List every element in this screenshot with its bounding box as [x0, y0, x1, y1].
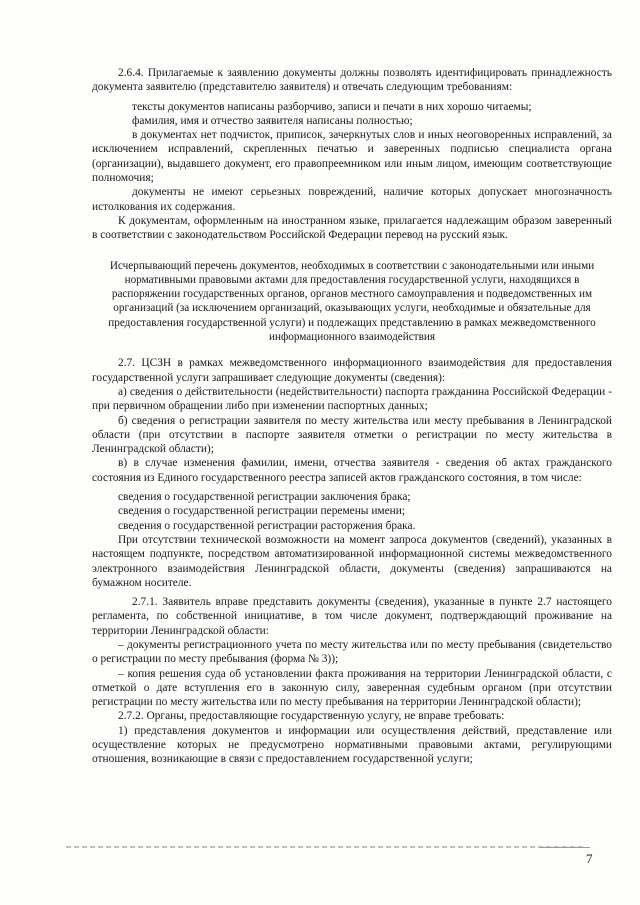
item-v-civil-status: в) в случае изменения фамилии, имени, отчества заявителя - сведения об актах гражданского состояния из Единого государственного реестра записей актов гражданского состояния, в том числе:	[92, 457, 612, 484]
civil-status-divorce: сведения о государственной регистрации расторжения брака.	[118, 519, 416, 532]
item-a-passport: а) сведения о действительности (недействительности) паспорта гражданина Российской Федерации - при первичном обращении либо при изменении паспортных данных;	[92, 385, 612, 413]
paragraph-2-7: 2.7. ЦСЗН в рамках межведомственного информационного взаимодействия для предоставления государственной услуги запрашивает следующие документы (сведения):	[92, 357, 612, 384]
dash-item-court-decision: – копия решения суда об установлении факта проживания на территории Ленинградской области, с отметкой о дате вступления его в законную силу, заверенная судебным органом (при отсутствии регистрации по месту жительства или по месту пребывания на территории Ленинградской области);	[92, 667, 612, 709]
dash-item-registration-docs: – документы регистрационного учета по месту жительства или по месту пребывания (свидетельство о регистрации по месту пребывания (форма № 3));	[92, 638, 612, 666]
requirement-no-corrections: в документах нет подчисток, приписок, зачеркнутых слов и иных неоговоренных исправлений, за исключением исправлений, скрепленных печатью и заверенных подписью специалиста органа (организации), выдавшего документ, его правопреемником или иным лицом, имеющим соответствующие полномочия;	[92, 129, 612, 185]
paragraph-foreign-language: К документам, оформленным на иностранном языке, прилагается надлежащим образом заверенный в соответствии с законодательством Российской Федерации перевод на русский язык.	[92, 214, 612, 242]
paragraph-no-technical-possibility: При отсутствии технической возможности на момент запроса документов (сведений), указанных в настоящем подпункте, посредством автоматизированной информационной системы межведомственного электронного взаимодействия Ленинградской области, документы (сведения) запрашиваются на бумажном носителе.	[92, 533, 612, 589]
page-body	[92, 66, 612, 767]
section-heading: Исчерпывающий перечень документов, необходимых в соответствии с законодательными или иными нормативными правовыми актами для предоставления государственной услуги, находящихся в распоряжении государственных органов, органов местного самоуправления и подведомственных им организаций (за исключением организаций, оказывающих услуги, необходимые и обязательные для предоставления государственной услуги) и подлежащих представлению в рамках межведомственного информационного взаимодействия	[108, 259, 596, 344]
item-b-registration: б) сведения о регистрации заявителя по месту жительства или месту пребывания в Ленинградской области (при отсутствии в паспорте заявителя отметки о регистрации по месту жительства в Ленинградской области);	[92, 414, 612, 456]
item-1-documents: 1) представления документов и информации или осуществления действий, представление или осуществление которых не предусмотрено нормативными правовыми актами, регулирующими отношения, возникающие в связи с предоставлением государственной услуги;	[92, 724, 612, 766]
requirement-no-damage: документы не имеют серьезных повреждений, наличие которых допускает многозначность истолкования их содержания.	[92, 186, 612, 213]
requirement-legible-text: тексты документов написаны разборчиво, записи и печати в них хорошо читаемы;	[132, 100, 532, 113]
civil-status-name-change: сведения о государственной регистрации перемены имени;	[118, 505, 406, 518]
footer-scan-line	[66, 846, 586, 848]
page-number: 7	[586, 851, 593, 866]
paragraph-2-7-1: 2.7.1. Заявитель вправе представить документы (сведения), указанные в пункте 2.7 настоящего регламента, по собственной инициативе, в том числе документ, подтверждающий проживание на территории Ленинградской области:	[92, 596, 612, 637]
requirement-full-name: фамилия, имя и отчество заявителя написаны полностью;	[132, 114, 413, 127]
paragraph-2-7-2: 2.7.2. Органы, предоставляющие государственную услугу, не вправе требовать:	[118, 710, 505, 723]
footer-rule	[540, 847, 590, 848]
paragraph-2-6-4: 2.6.4. Прилагаемые к заявлению документы должны позволять идентифицировать принадлежность документа заявителю (представителю заявителя) и отвечать следующим требованиям:	[92, 67, 612, 94]
civil-status-marriage: сведения о государственной регистрации заключения брака;	[118, 491, 411, 504]
